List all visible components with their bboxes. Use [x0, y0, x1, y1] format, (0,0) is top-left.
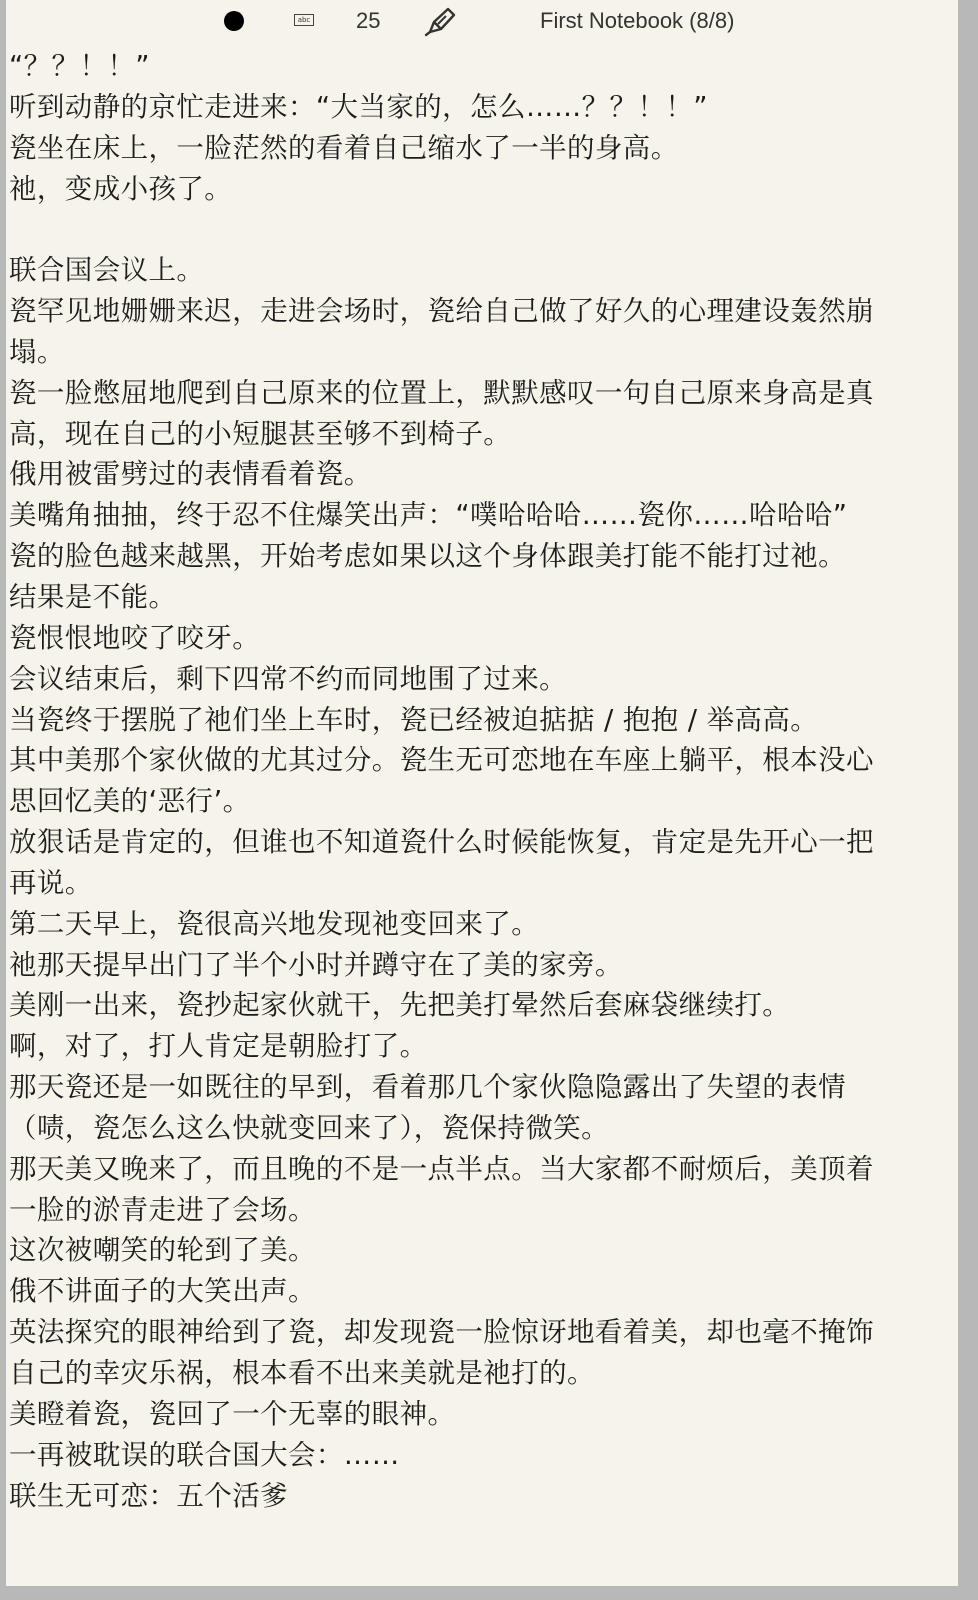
text-line: 一脸的淤青走进了会场。 [9, 1193, 316, 1226]
text-line: 第二天早上，瓷很高兴地发现祂变回来了。 [9, 907, 540, 940]
text-line: 当瓷终于摆脱了祂们坐上车时，瓷已经被迫掂掂 / 抱抱 / 举高高。 [9, 703, 819, 736]
text-line: 联合国会议上。 [9, 254, 205, 287]
text-line: 啊，对了，打人肯定是朝脸打了。 [9, 1030, 428, 1063]
text-line: 瓷一脸憋屈地爬到自己原来的位置上，默默感叹一句自己原来身高是真 [9, 376, 874, 409]
text-line: 瓷坐在床上，一脸茫然的看着自己缩水了一半的身高。 [9, 131, 679, 164]
note-text [9, 46, 949, 1516]
notebook-title[interactable]: First Notebook (8/8) [540, 8, 735, 33]
text-line: 放狠话是肯定的，但谁也不知道瓷什么时候能恢复，肯定是先开心一把 [9, 826, 874, 859]
text-line: 一再被耽误的联合国大会：…… [9, 1438, 400, 1471]
keyboard-abc-icon[interactable]: abc [294, 14, 314, 26]
status-bar [6, 0, 958, 44]
text-line: “？？！！” [9, 50, 150, 82]
text-line: 瓷恨恨地咬了咬牙。 [9, 621, 261, 654]
record-dot-icon[interactable] [224, 11, 244, 31]
text-line: 俄用被雷劈过的表情看着瓷。 [9, 458, 372, 491]
text-line: 塌。 [9, 335, 65, 368]
text-line: （啧，瓷怎么这么快就变回来了），瓷保持微笑。 [9, 1111, 610, 1144]
text-line: 自己的幸灾乐祸，根本看不出来美就是祂打的。 [9, 1357, 595, 1389]
text-line: 这次被嘲笑的轮到了美。 [9, 1234, 316, 1267]
text-line: 再说。 [9, 866, 93, 899]
text-line: 其中美那个家伙做的尤其过分。瓷生无可恋地在车座上躺平，根本没心 [9, 744, 874, 777]
pen-icon[interactable] [424, 4, 458, 38]
notebook-page [6, 0, 958, 1586]
text-line: 思回忆美的‘恶行’。 [9, 785, 251, 818]
text-line: 听到动静的京忙走进来：“大当家的，怎么……？？！！” [9, 90, 708, 123]
text-line: 美嘴角抽抽，终于忍不住爆笑出声：“噗哈哈哈……瓷你……哈哈哈” [9, 499, 848, 532]
text-line: 高，现在自己的小短腿甚至够不到椅子。 [9, 417, 512, 450]
text-line: 结果是不能。 [9, 580, 177, 613]
text-line: 瓷的脸色越来越黑，开始考虑如果以这个身体跟美打能不能打过祂。 [9, 540, 846, 573]
text-line: 联生无可恋：五个活爹 [9, 1479, 288, 1512]
text-line: 那天瓷还是一如既往的早到，看着那几个家伙隐隐露出了失望的表情 [9, 1071, 846, 1104]
text-line: 英法探究的眼神给到了瓷，却发现瓷一脸惊讶地看着美，却也毫不掩饰 [9, 1316, 874, 1349]
text-line: 祂那天提早出门了半个小时并蹲守在了美的家旁。 [9, 948, 623, 981]
text-line: 美刚一出来，瓷抄起家伙就干，先把美打晕然后套麻袋继续打。 [9, 989, 791, 1022]
page-number: 25 [356, 8, 381, 33]
blank-line [9, 209, 949, 250]
text-line: 那天美又晚来了，而且晚的不是一点半点。当大家都不耐烦后，美顶着 [9, 1152, 874, 1185]
text-line: 美瞪着瓷，瓷回了一个无辜的眼神。 [9, 1397, 456, 1430]
text-line: 瓷罕见地姗姗来迟，走进会场时，瓷给自己做了好久的心理建设轰然崩 [9, 295, 874, 328]
text-line: 会议结束后，剩下四常不约而同地围了过来。 [9, 662, 567, 695]
text-line: 祂，变成小孩了。 [9, 172, 233, 205]
text-line: 俄不讲面子的大笑出声。 [9, 1275, 316, 1308]
